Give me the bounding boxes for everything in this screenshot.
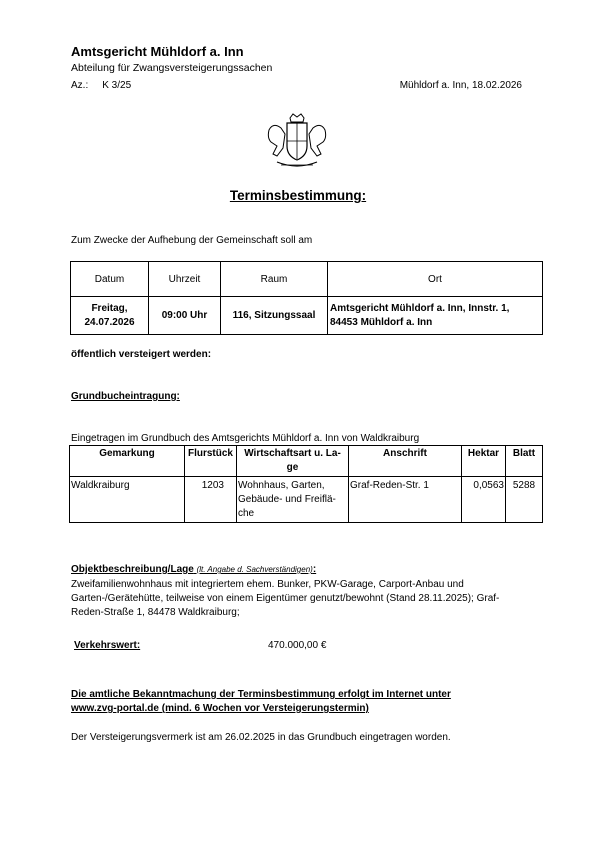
notice-line2: www.zvg-portal.de (mind. 6 Wochen vor Versteigerungstermin): [71, 703, 369, 714]
grundbuch-intro: Eingetragen im Grundbuch des Amtsgerichts Mühldorf a. Inn von Waldkraiburg: [71, 433, 420, 444]
court-name: Amtsgericht Mühldorf a. Inn: [71, 44, 244, 59]
col-flurstueck: Flurstück: [185, 446, 237, 477]
date-line2: 24.07.2026: [84, 316, 135, 328]
col-blatt: Blatt: [506, 446, 543, 477]
objekt-note: (lt. Angabe d. Sachverständigen): [196, 565, 313, 574]
cell-anschrift: Graf-Reden-Str. 1: [349, 477, 462, 523]
wirtschaftsart-h1: Wirtschaftsart u. La-: [244, 448, 341, 459]
department: Abteilung für Zwangsversteigerungssachen: [71, 62, 273, 74]
wirtschaftsart-2: Gebäude- und Freiflä-: [238, 494, 336, 505]
sold-text: öffentlich versteigert werden:: [71, 349, 212, 360]
col-hektar: Hektar: [462, 446, 506, 477]
appointment-date: [71, 297, 149, 335]
notice-line1: Die amtliche Bekanntmachung der Terminsbestimmung erfolgt im Internet unter: [71, 689, 451, 700]
col-gemarkung: Gemarkung: [70, 446, 185, 477]
case-number: [71, 80, 131, 91]
col-wirtschaftsart: [237, 446, 349, 477]
grundbuch-table: [69, 445, 543, 523]
wirtschaftsart-1: Wohnhaus, Garten,: [238, 480, 325, 491]
wirtschaftsart-h2: ge: [286, 462, 299, 473]
appointment-table: [70, 261, 543, 335]
cell-gemarkung: Waldkraiburg: [70, 477, 185, 523]
place-date: Mühldorf a. Inn, 18.02.2026: [399, 80, 522, 91]
az-number: K 3/25: [102, 80, 132, 91]
notice-text: [71, 688, 511, 716]
objekt-heading-text: Objektbeschreibung/Lage: [71, 564, 194, 575]
col-datum: Datum: [71, 262, 149, 297]
grundbuch-heading: Grundbucheintragung:: [71, 391, 180, 402]
appointment-value-row: [71, 297, 543, 335]
page-title: Terminsbestimmung:: [229, 188, 367, 203]
objekt-text: Zweifamilienwohnhaus mit integriertem ehem. Bunker, PKW-Garage, Carport-Anbau und Garten-/Gerätehütte, teilweise von einem Eigentümer genutzt/bewohnt (Stand 28.11.2025); Graf-Reden-Straße 1, 84478 Waldkraiburg;: [71, 579, 500, 618]
appointment-time: 09:00 Uhr: [149, 297, 221, 335]
cell-blatt: 5288: [506, 477, 543, 523]
objekt-heading: [71, 564, 316, 575]
cell-flurstueck: 1203: [185, 477, 237, 523]
appointment-place: [328, 297, 543, 335]
cell-hektar: 0,0563: [462, 477, 506, 523]
az-label: Az.:: [71, 80, 89, 91]
vermerk-text: Der Versteigerungsvermerk ist am 26.02.2025 in das Grundbuch eingetragen worden.: [71, 732, 451, 743]
col-ort: Ort: [328, 262, 543, 297]
verkehrswert-label: Verkehrswert:: [74, 640, 141, 651]
col-uhrzeit: Uhrzeit: [149, 262, 221, 297]
table-row: [70, 477, 543, 523]
objekt-colon: :: [312, 564, 317, 575]
appointment-room: 116, Sitzungssaal: [221, 297, 328, 335]
place-line1: Amtsgericht Mühldorf a. Inn, Innstr. 1,: [330, 302, 510, 314]
appointment-header-row: [71, 262, 543, 297]
intro-text: Zum Zwecke der Aufhebung der Gemeinschaft soll am: [71, 235, 313, 246]
cell-wirtschaftsart: [237, 477, 349, 523]
wirtschaftsart-3: che: [238, 508, 255, 519]
coat-of-arms-icon: [263, 112, 331, 172]
col-raum: Raum: [221, 262, 328, 297]
verkehrswert-value: 470.000,00 €: [268, 640, 327, 651]
col-anschrift: Anschrift: [349, 446, 462, 477]
grundbuch-header-row: [70, 446, 543, 477]
date-line1: Freitag,: [91, 302, 128, 314]
place-line2: 84453 Mühldorf a. Inn: [330, 316, 433, 328]
